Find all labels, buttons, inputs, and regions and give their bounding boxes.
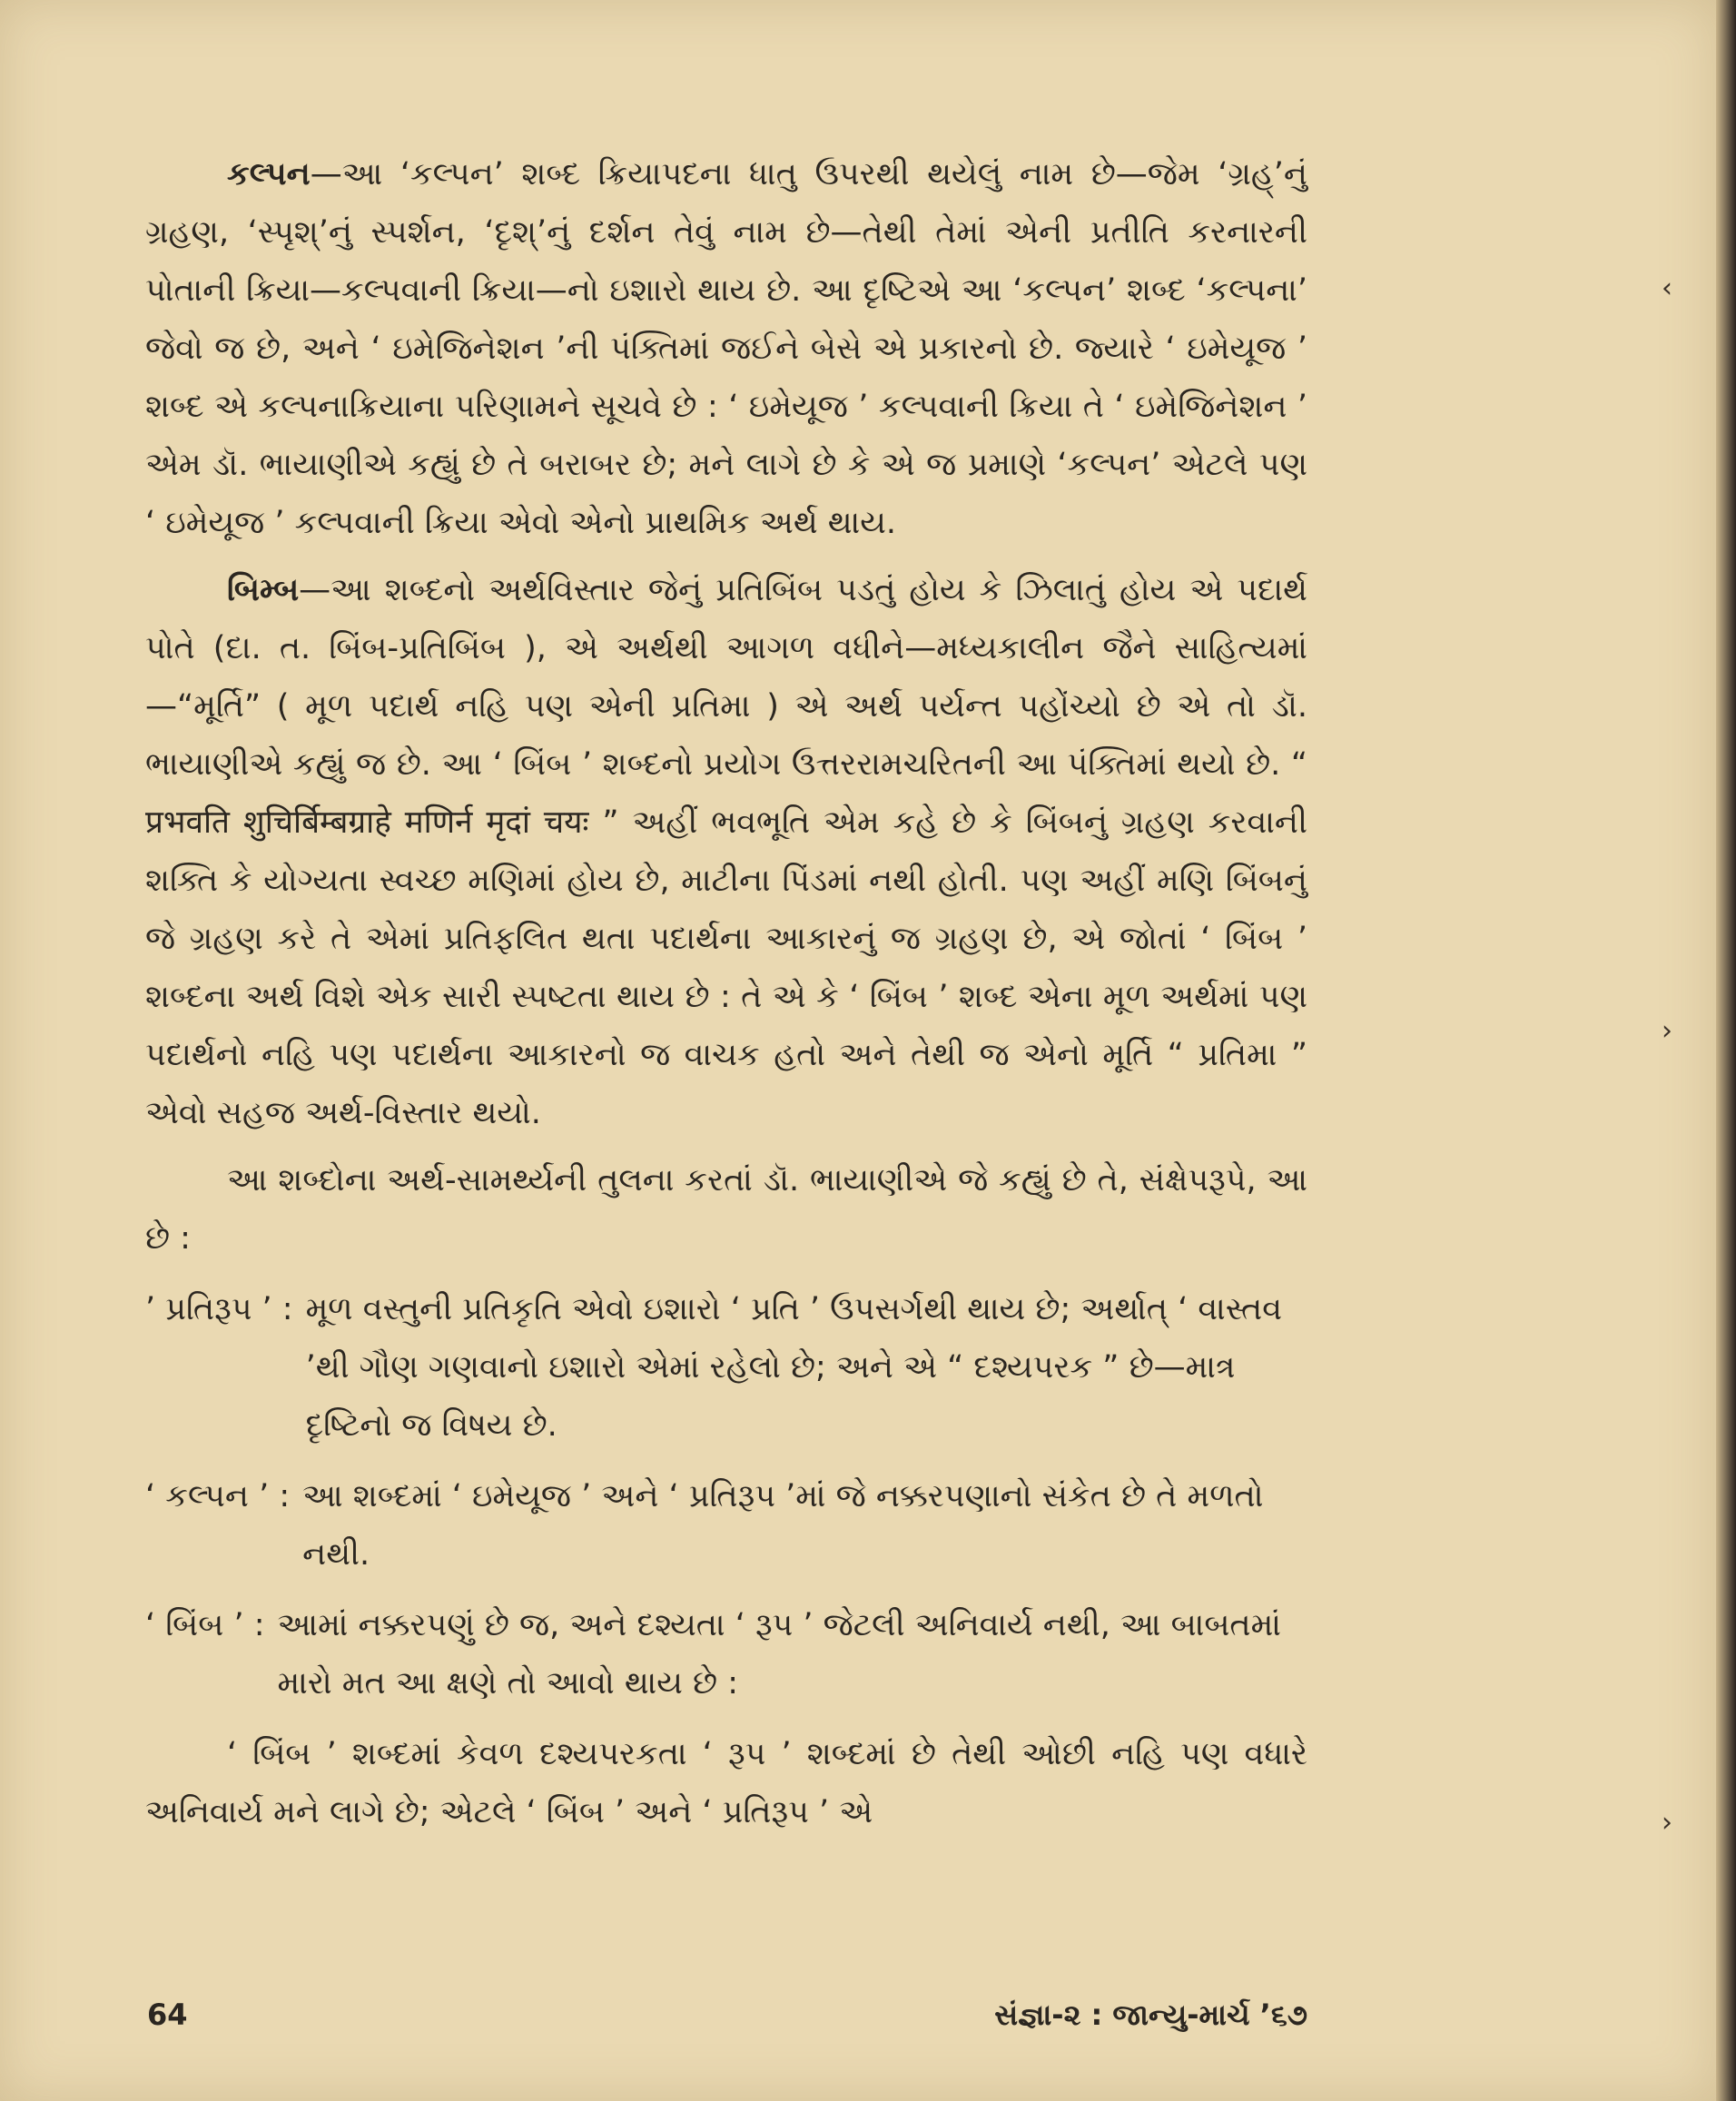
definition-text: આમાં નક્કરપણું છે જ, અને દશ્યતા ‘ રૂપ ’ જેટલી અનિવાર્ય નથી, આ બાબતમાં મારો મત આ ક્ષણે તો આવો થાય છે : [277, 1607, 1281, 1702]
definition-term: ‘ કલ્પન ’ : [145, 1478, 291, 1514]
page-number: 64 [147, 1997, 188, 2032]
page-binding-edge [1716, 0, 1736, 2101]
definition-term: ‘ બિંબ ’ : [145, 1607, 265, 1643]
margin-tick-mark: › [1662, 1015, 1672, 1047]
paragraph-text: —આ ‘કલ્પન’ શબ્દ ક્રિયાપદના ધાતુ ઉપરથી થયેલું નામ છે—જેમ ‘ગ્રહ્’નું ગ્રહણ, ‘સ્પૃશ્’નું સ્પર્શન, ‘દૃશ્’નું દર્શન તેવું નામ છે—તેથી તેમાં એની પ્રતીતિ કરનારની પોતાની ક્રિયા—કલ્પવાની ક્રિયા—નો ઇશારો થાય છે. આ દૃષ્ટિએ આ ‘કલ્પન’ શબ્દ ‘કલ્પના’ જેવો જ છે, અને ‘ ઇમેજિનેશન ’ની પંક્તિમાં જઈને બેસે એ પ્રકારનો છે. જ્યારે ‘ ઇમેયૂજ ’ શબ્દ એ કલ્પનાક્રિયાના પરિણામને સૂચવે છે : ‘ ઇમેયૂજ ’ કલ્પવાની ક્રિયા તે ‘ ઇમેજિનેશન ’ એમ ડૉ. ભાયાણીએ કહ્યું છે તે બરાબર છે; મને લાગે છે કે એ જ પ્રમાણે ‘કલ્પન’ એટલે પણ ‘ ઇમેયૂજ ’ કલ્પવાની ક્રિયા એવો એનો પ્રાથમિક અર્થ થાય. [145, 156, 1307, 541]
paragraph-text: —આ શબ્દનો અર્થવિસ્તાર જેનું પ્રતિબિંબ પડતું હોય કે ઝિલાતું હોય એ પદાર્થ પોતે (દા. ત. બિંબ-પ્રતિબિંબ ), એ અર્થથી આગળ વધીને—મધ્યકાલીન જૈને સાહિત્યમાં—“મૂર્તિ” ( મૂળ પદાર્થ નહિ પણ એની પ્રતિમા ) એ અર્થ પર્યન્ત પહોંચ્યો છે એ તો ડૉ. ભાયાણીએ કહ્યું જ છે. આ ‘ બિંબ ’ શબ્દનો પ્રયોગ ઉત્તરરામચરિતની આ પંક્તિમાં થયો છે. “ प्रभवति शुचिर्बिम्बग्राहे मणिर्न मृदां चयः ” અહીં ભવભૂતિ એમ કહે છે કે બિંબનું ગ્રહણ કરવાની શક્તિ કે યોગ્યતા સ્વચ્છ મણિમાં હોય છે, માટીના પિંડમાં નથી હોતી. પણ અહીં મણિ બિંબનું જે ગ્રહણ કરે તે એમાં પ્રતિફલિત થતા પદાર્થના આકારનું જ ગ્રહણ છે, એ જોતાં ‘ બિંબ ’ શબ્દના અર્થ વિશે એક સારી સ્પષ્ટતા થાય છે : તે એ કે ‘ બિંબ ’ શબ્દ એના મૂળ અર્થમાં પણ પદાર્થનો નહિ પણ પદાર્થના આકારનો જ વાચક હતો અને તેથી જ એનો મૂર્તિ “ પ્રતિમા ” એવો સહજ અર્થ-વિસ્તાર થયો. [145, 572, 1307, 1131]
definition-entry-pratirup [145, 1280, 1307, 1455]
definition-term: ’ પ્રતિરૂપ ’ : [145, 1291, 293, 1327]
definition-entry-kalpan [145, 1467, 1307, 1583]
definition-text: આ શબ્દમાં ‘ ઇમેયૂજ ’ અને ‘ પ્રતિરૂપ ’માં જે નક્કરપણાનો સંકેત છે તે મળતો નથી. [302, 1478, 1264, 1573]
definition-entry-bimb [145, 1596, 1307, 1712]
term-kalpan: કલ્પન [227, 156, 311, 192]
margin-tick-mark: › [1662, 1807, 1672, 1839]
journal-reference: સંજ્ઞા-૨ : જાન્યુ-માર્ચ ’૬૭ [994, 1997, 1307, 2032]
paragraph-conclusion: ‘ બિંબ ’ શબ્દમાં કેવળ દશ્યપરકતા ‘ રૂપ ’ શબ્દમાં છે તેથી ઓછી નહિ પણ વધારે અનિવાર્ય મને લાગે છે; એટલે ‘ બિંબ ’ અને ‘ પ્રતિરૂપ ’ એ [145, 1736, 1307, 1830]
margin-tick-mark: ‹ [1662, 272, 1672, 304]
paragraph-bimb [145, 561, 1307, 1142]
term-bimb: બિમ્બ [227, 572, 300, 608]
paragraph-kalpan [145, 145, 1307, 552]
paragraph-comparison-intro: આ શબ્દોના અર્થ-સામર્થ્યની તુલના કરતાં ડૉ. ભાયાણીએ જે કહ્યું છે તે, સંક્ષેપરૂપે, આ છે : [145, 1162, 1307, 1257]
article-body [145, 145, 1307, 1841]
definition-text: મૂળ વસ્તુની પ્રતિકૃતિ એવો ઇશારો ‘ પ્રતિ ’ ઉપસર્ગથી થાય છે; અર્થાત્ ‘ વાસ્તવ ’થી ગૌણ ગણવાનો ઇશારો એમાં રહેલો છે; અને એ “ દશ્યપરક ” છે—માત્ર દૃષ્ટિનો જ વિષય છે. [305, 1291, 1283, 1444]
